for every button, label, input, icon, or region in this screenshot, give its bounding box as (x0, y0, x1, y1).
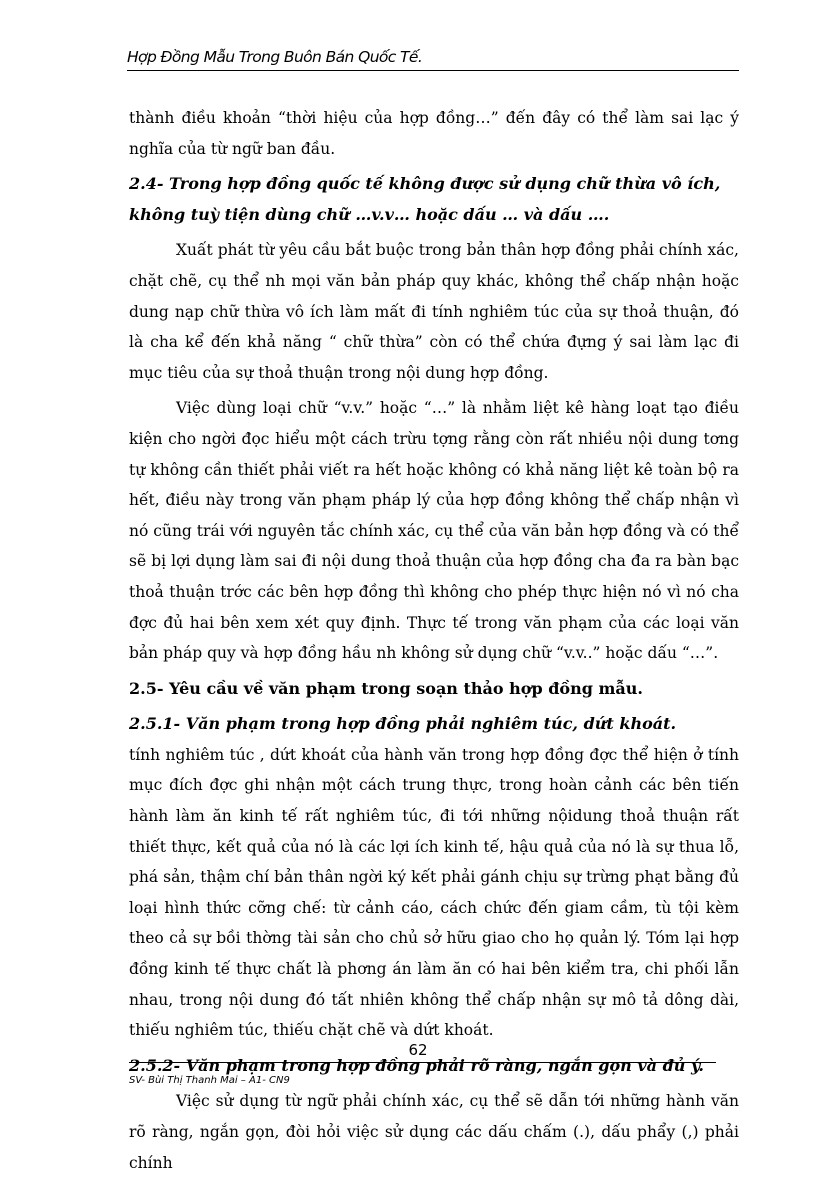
heading-2-5-2: 2.5.2- Văn phạm trong hợp đồng phải rõ ràng, ngắn gọn và đủ ý. (129, 1055, 704, 1075)
footer-author: SV- Bùi Thị Thanh Mai – A1- CN9 (129, 1075, 290, 1086)
paragraph-seriousness: tính nghiêm túc , dứt khoát của hành văn trong hợp đồng đợc thể hiện ở tính mục đích đợc ghi nhận một cách trung thực, trong hoàn cảnh các bên tiến hành làm ăn kinh tế rất nghiêm túc, đi tới những nộidung thoả thuận rất thiết thực, kết quả của nó là các lợi ích kinh tế, hậu quả của nó là sự thua lỗ, phá sản, thậm chí bản thân ngời ký kết phải gánh chịu sự trừng phạt bằng đủ loại hình thức cỡng chế: từ cảnh cáo, cách chức đến giam cầm, tù tội kèm theo cả sự bồi thờng tài sản cho chủ sở hữu giao cho họ quản lý. Tóm lại hợp đồng kinh tế thực chất là phơng án làm ăn có hai bên kiểm tra, chi phối lẫn nhau, trong nội dung đó tất nhiên không thể chấp nhận sự mô tả dông dài, thiếu nghiêm túc, thiếu chặt chẽ và dứt khoát. (129, 745, 739, 1040)
paragraph-clarity: Việc sử dụng từ ngữ phải chính xác, cụ thể sẽ dẫn tới những hành văn rõ ràng, ngắn gọn, đòi hỏi việc sử dụng các dấu chấm (.), dấu phẩy (,) phải chính (129, 1092, 739, 1172)
heading-2-4: 2.4- Trong hợp đồng quốc tế không được sử dụng chữ thừa vô ích, không tuỳ tiện dùng chữ …v.v… hoặc dấu … và dấu …. (129, 174, 721, 224)
heading-2-5-1: 2.5.1- Văn phạm trong hợp đồng phải nghiêm túc, dứt khoát. (129, 714, 677, 734)
paragraph-redundant-words: Xuất phát từ yêu cầu bắt buộc trong bản thân hợp đồng phải chính xác, chặt chẽ, cụ thể nh mọi văn bản pháp quy khác, không thể chấp nhận hoặc dung nạp chữ thừa vô ích làm mất đi tính nghiêm túc của sự thoả thuận, đó là cha kể đến khả năng “ chữ thừa” còn có thể chứa đựng ý sai làm lạc đi mục tiêu của sự thoả thuận trong nội dung hợp đồng. (129, 241, 739, 382)
page-header (127, 46, 739, 71)
footer-divider (129, 1062, 716, 1063)
heading-2-5: 2.5- Yêu cầu về văn phạm trong soạn thảo hợp đồng mẫu. (129, 678, 643, 698)
page-number: 62 (408, 1041, 428, 1059)
document-body (129, 103, 739, 1178)
header-title: Hợp Đồng Mẫu Trong Buôn Bán Quốc Tế. (127, 48, 423, 66)
paragraph-continuation: thành điều khoản “thời hiệu của hợp đồng…” đến đây có thể làm sai lạc ý nghĩa của từ ngữ ban đầu. (129, 109, 739, 158)
paragraph-etc-usage: Việc dùng loại chữ “v.v.” hoặc “…” là nhằm liệt kê hàng loạt tạo điều kiện cho ngời đọc hiểu một cách trừu tợng rằng còn rất nhiều nội dung tơng tự không cần thiết phải viết ra hết hoặc không có khả năng liệt kê toàn bộ ra hết, điều này trong văn phạm pháp lý của hợp đồng không thể chấp nhận vì nó cũng trái với nguyên tắc chính xác, cụ thể của văn bản hợp đồng và có thể sẽ bị lợi dụng làm sai đi nội dung thoả thuận của hợp đồng cha đa ra bàn bạc thoả thuận trớc các bên hợp đồng thì không cho phép thực hiện nó vì nó cha đợc đủ hai bên xem xét quy định. Thực tế trong văn phạm của các loại văn bản pháp quy và hợp đồng hầu nh không sử dụng chữ “v.v..” hoặc dấu “…”. (129, 399, 739, 663)
